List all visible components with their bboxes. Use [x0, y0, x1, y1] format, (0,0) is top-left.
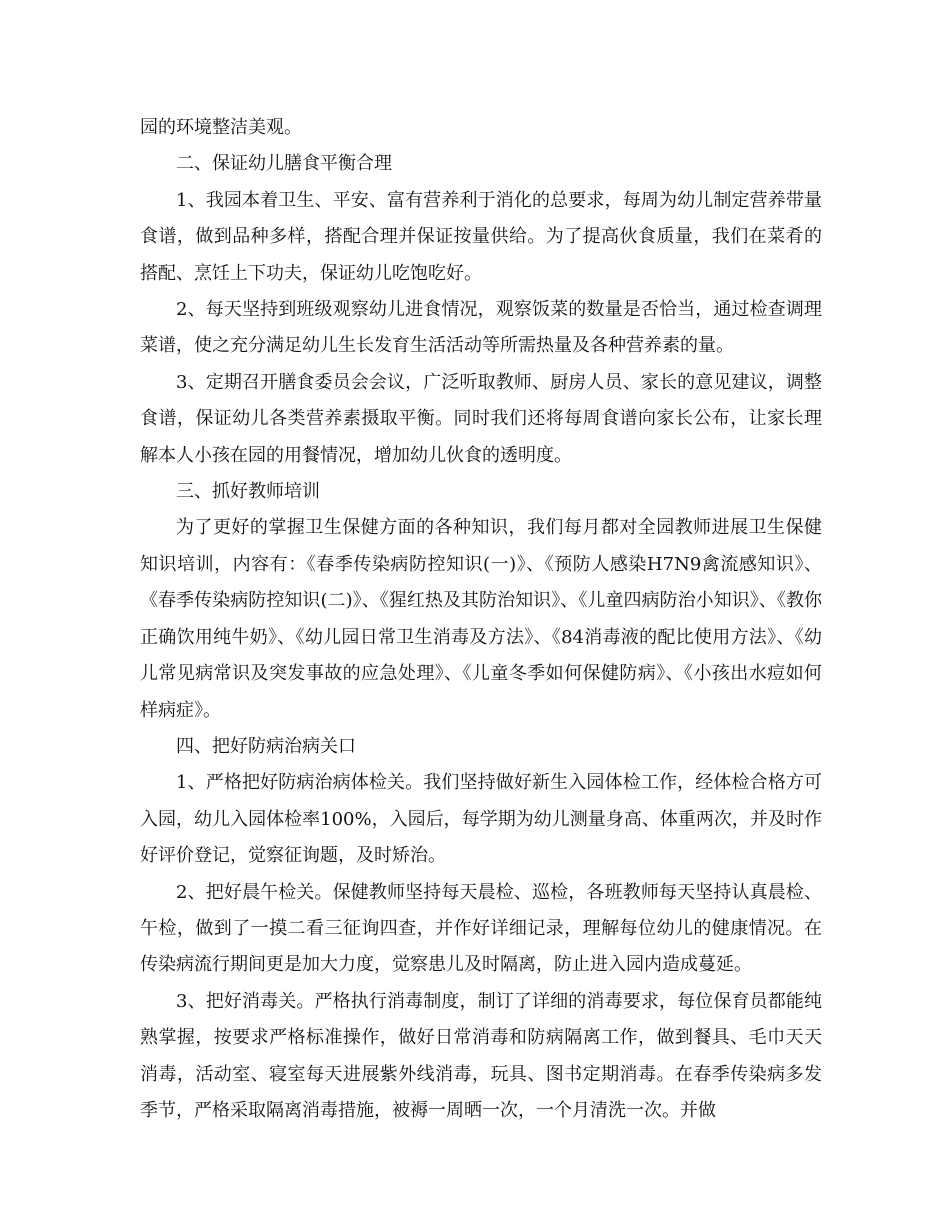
- section-heading-prevention: 四、把好防病治病关口: [176, 735, 356, 757]
- paragraph-diet-3: 3、定期召开膳食委员会会议，广泛听取教师、厨房人员、家长的意见建议，调整食谱，保证幼儿各类营养素摄取平衡。同时我们还将每周食谱向家长公布，让家长理解本人小孩在园的用餐情况，增加幼儿伙食的透明度。: [140, 371, 822, 466]
- paragraph-1: 园的环境整洁美观。: [140, 117, 302, 138]
- paragraph-training: 为了更好的掌握卫生保健方面的各种知识，我们每月都对全园教师进展卫生保健知识培训，内容有：《春季传染病防控知识(一)》、《预防人感染H7N9禽流感知识》、《春季传染病防控知识(二)》、《猩红热及其防治知识》、《儿童四病防治小知识》、《教你正确饮用纯牛奶》、《幼儿园日常卫生消毒及方法》、《84消毒液的配比使用方法》、《幼儿常见病常识及突发事故的应急处理》、《儿童冬季如何保健防病》、《小孩出水痘如何样病症》。: [140, 517, 822, 721]
- section-heading-diet: 二、保证幼儿膳食平衡合理: [176, 153, 392, 175]
- paragraph-prevention-3: 3、把好消毒关。严格执行消毒制度，制订了详细的消毒要求，每位保育员都能纯熟掌握，按要求严格标准操作，做好日常消毒和防病隔离工作，做到餐具、毛巾天天消毒，活动室、寝室每天进展紫外线消毒，玩具、图书定期消毒。在春季传染病多发季节，严格采取隔离消毒措施，被褥一周晒一次，一个月清洗一次。并做: [140, 990, 822, 1121]
- section-heading-training: 三、抓好教师培训: [176, 481, 320, 503]
- paragraph-diet-2: 2、每天坚持到班级观察幼儿进食情况，观察饭菜的数量是否恰当，通过检查调理菜谱，使之充分满足幼儿生长发育生活活动等所需热量及各种营养素的量。: [140, 299, 822, 357]
- document-body: [140, 110, 822, 1129]
- paragraph-prevention-1: 1、严格把好防病治病体检关。我们坚持做好新生入园体检工作，经体检合格方可入园，幼儿入园体检率100%，入园后，每学期为幼儿测量身高、体重两次，并及时作好评价登记，觉察征询题，及时矫治。: [140, 772, 822, 867]
- paragraph-prevention-2: 2、把好晨午检关。保健教师坚持每天晨检、巡检，各班教师每天坚持认真晨检、午检，做到了一摸二看三征询四查，并作好详细记录，理解每位幼儿的健康情况。在传染病流行期间更是加大力度，觉察患儿及时隔离，防止进入园内造成蔓延。: [140, 881, 822, 976]
- paragraph-diet-1: 1、我园本着卫生、平安、富有营养利于消化的总要求，每周为幼儿制定营养带量食谱，做到品种多样，搭配合理并保证按量供给。为了提高伙食质量，我们在菜肴的搭配、烹饪上下功夫，保证幼儿吃饱吃好。: [140, 189, 822, 284]
